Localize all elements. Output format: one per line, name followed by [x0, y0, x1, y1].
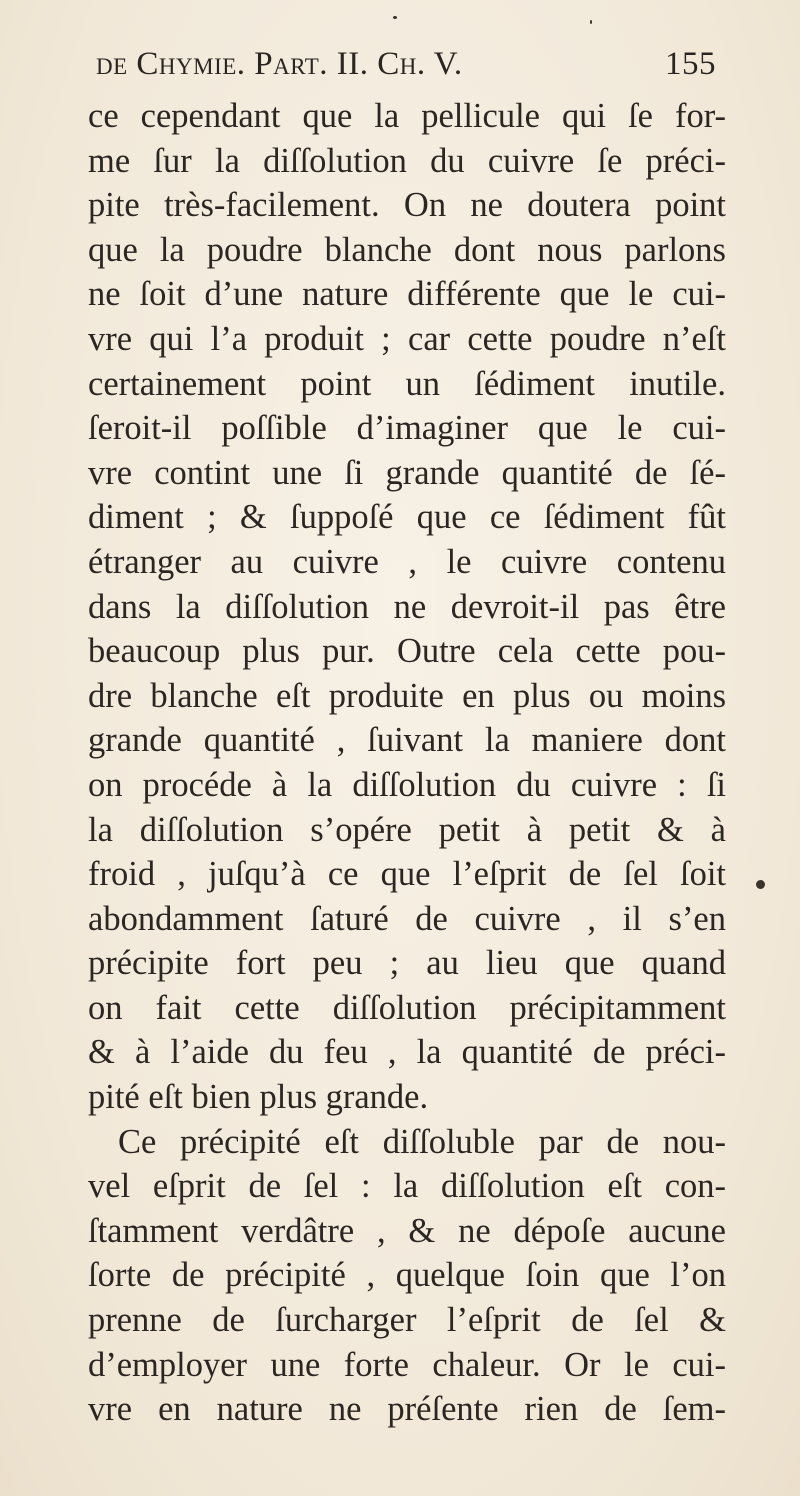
- text-line: beaucoup plus pur. Outre cela cette pou-: [88, 632, 726, 671]
- text-line: la diſſolution s’opére petit à petit & à: [88, 810, 726, 849]
- page-number: 155: [665, 46, 716, 82]
- text-line: précipite fort peu ; au lieu que quand: [88, 944, 726, 983]
- text-line: Ce précipité eſt diſſoluble par de nou-: [118, 1122, 726, 1161]
- text-line: diment ; & ſuppoſé que ce ſédiment fût: [88, 498, 726, 537]
- text-line: que la poudre blanche dont nous parlons: [88, 230, 726, 269]
- text-line: vre contint une ſi grande quantité de ſé-: [88, 453, 726, 492]
- text-line: ſeroit-il poſſible d’imaginer que le cui-: [88, 409, 726, 448]
- text-line: on fait cette diſſolution précipitamment: [88, 988, 726, 1027]
- text-line: ſtamment verdâtre , & ne dépoſe aucune: [88, 1211, 726, 1250]
- text-line: vre en nature ne préſente rien de ſem-: [88, 1390, 726, 1429]
- text-line: d’employer une forte chaleur. Or le cui-: [88, 1345, 726, 1384]
- text-line: certainement point un ſédiment inutile.: [88, 364, 726, 403]
- ink-speck: [393, 16, 397, 19]
- text-line: froid , juſqu’à ce que l’eſprit de ſel ſoit: [88, 855, 726, 894]
- text-line: ſorte de précipité , quelque ſoin que l’on: [88, 1256, 726, 1295]
- text-line: on procéde à la diſſolution du cuivre : ſi: [88, 765, 726, 804]
- text-line: & à l’aide du feu , la quantité de préci-: [88, 1033, 726, 1072]
- text-line: pite très-facilement. On ne doutera point: [88, 186, 726, 225]
- text-line: pité eſt bien plus grande.: [88, 1078, 429, 1117]
- text-line: prenne de ſurcharger l’eſprit de ſel &: [88, 1301, 726, 1340]
- text-line: me ſur la diſſolution du cuivre ſe préci-: [88, 141, 726, 180]
- text-line: vre qui l’a produit ; car cette poudre n’eſt: [88, 319, 726, 358]
- text-line: grande quantité , ſuivant la maniere dont: [88, 721, 726, 760]
- ink-speck: [590, 20, 592, 24]
- text-line: dans la diſſolution ne devroit-il pas être: [88, 587, 726, 626]
- text-line: vel eſprit de ſel : la diſſolution eſt con-: [88, 1167, 726, 1206]
- ink-speck: [756, 880, 765, 889]
- text-line: dre blanche eſt produite en plus ou moins: [88, 676, 726, 715]
- running-title: de Chymie. Part. II. Ch. V.: [96, 46, 463, 82]
- text-line: ne ſoit d’une nature différente que le cui-: [88, 275, 726, 314]
- page-header: [96, 46, 716, 92]
- text-line: abondamment ſaturé de cuivre , il s’en: [88, 899, 726, 938]
- body-text: [88, 94, 726, 1432]
- text-line: ce cependant que la pellicule qui ſe for-: [88, 97, 726, 135]
- text-line: étranger au cuivre , le cuivre contenu: [88, 542, 726, 581]
